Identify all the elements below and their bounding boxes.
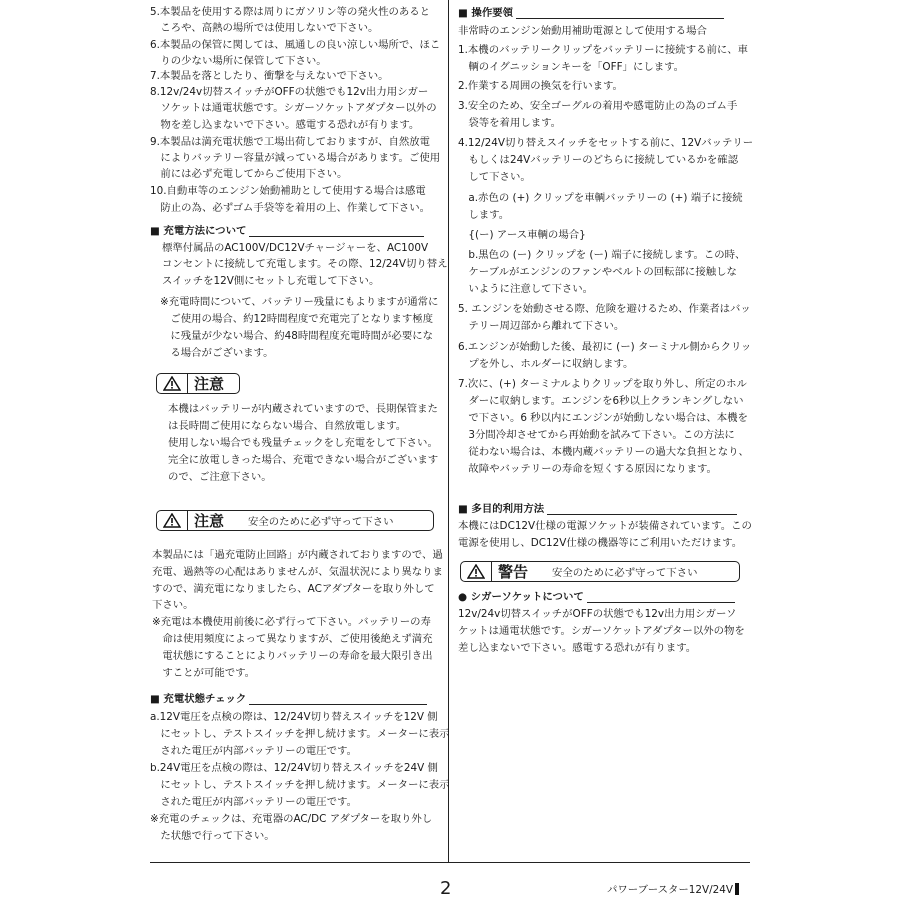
caution-safety-box [156, 510, 434, 531]
body-line: 使用しない場合でも残量チェックをし充電をして下さい。 [168, 437, 438, 449]
heading-rule [516, 18, 724, 19]
body-line: 12v/24v切替スイッチがOFFの状態でも12v出力用シガーソ [458, 608, 737, 620]
step-line: ダーに収納します。エンジンを6秒以上クランキングしない [458, 395, 744, 407]
charge-check-heading [150, 693, 427, 706]
section-heading-text: ■ 多目的利用方法 [458, 503, 545, 515]
step-line: いように注意して下さい。 [458, 283, 594, 295]
multi-use-heading [458, 503, 737, 516]
body-line: にセットし、テストスイッチを押し続けます。メーターに表示 [150, 779, 450, 791]
step-line: して下さい。 [458, 171, 531, 183]
section-heading-text: ● シガーソケットについて [458, 591, 584, 603]
step-line: 2.作業する周囲の換気を行います。 [458, 80, 623, 92]
list-item: りの少ない場所に保管して下さい。 [150, 55, 327, 67]
operation-intro: 非常時のエンジン始動用補助電源として使用する場合 [458, 25, 707, 37]
body-line: 充電、過熱等の心配はありませんが、気温状況により異なりま [152, 566, 443, 578]
step-line: a.赤色の (+) クリップを車輌バッテリーの (+) 端子に接続 [458, 192, 743, 204]
note-line: 電状態にすることによりバッテリーの寿命を最大限引き出 [152, 650, 433, 662]
note-line: る場合がございます。 [160, 347, 274, 359]
charge-method-heading [150, 225, 424, 238]
operation-heading [458, 7, 724, 20]
step-line: 6.エンジンが始動した後、最初に (ー) ターミナル側からクリッ [458, 341, 752, 353]
caution-label: 注意 [194, 512, 225, 530]
section-heading-text: ■ 操作要領 [458, 7, 513, 19]
list-item: 5.本製品を使用する際は周りにガソリン等の発火性のあると [150, 6, 431, 18]
step-line: 7.次に、(+) ターミナルよりクリップを取り外し、所定のホル [458, 378, 747, 390]
list-item: 防止の為、必ずゴム手袋等を着用の上、作業して下さい。 [150, 202, 431, 214]
heading-rule [547, 514, 737, 515]
body-line: された電圧が内部バッテリーの電圧です。 [150, 796, 357, 808]
note-line: ※充電は本機使用前後に必ず行って下さい。バッテリーの寿 [152, 616, 431, 628]
note-line: た状態で行って下さい。 [150, 830, 275, 842]
heading-rule [249, 704, 427, 705]
footer-bar-mark [735, 883, 739, 895]
page-number: 2 [440, 878, 452, 899]
caution-label: 注意 [194, 375, 225, 393]
body-line: ケットは通電状態です。シガーソケットアダプター以外の物を [458, 625, 745, 637]
warning-label: 警告 [498, 563, 529, 581]
list-item: 前には必ず充電してからご使用下さい。 [150, 168, 348, 180]
step-line: します。 [458, 209, 510, 221]
body-line: b.24V電圧を点検の際は、12/24V切り替えスイッチを24V 側 [150, 762, 438, 774]
list-item: ソケットは通電状態です。シガーソケットアダプター以外の [150, 102, 437, 114]
body-line: 完全に放電しきった場合、充電できない場合がございます [168, 454, 439, 466]
step-line: テリー周辺部から離れて下さい。 [458, 320, 625, 332]
note-line: に残量が少ない場合、約48時間程度充電時間が必要にな [160, 330, 433, 342]
body-line: 本製品には「過充電防止回路」が内蔵されておりますので、過 [152, 549, 443, 561]
note-line: ※充電時間について、バッテリー残量にもよりますが通常に [160, 296, 439, 308]
step-line: プを外し、ホルダーに収納します。 [458, 358, 634, 370]
product-name: パワーブースター12V/24V [607, 884, 733, 896]
caution-label-box [156, 373, 240, 394]
safety-note: 安全のために必ず守って下さい [552, 567, 698, 579]
note-line: 命は使用頻度によって異なりますが、ご使用後絶えず満充 [152, 633, 433, 645]
body-line: は長時間ご使用にならない場合、自然放電します。 [168, 420, 407, 432]
cigar-socket-heading [458, 591, 735, 604]
list-item: によりバッテリー容量が減っている場合があります。ご使用 [150, 152, 441, 164]
step-line: 4.12/24V切り替えスイッチをセットする前に、12Vバッテリー [458, 137, 754, 149]
step-line: 従わない場合は、本機内蔵バッテリーの過大な負担となり、 [458, 446, 749, 458]
step-line: {(ー) アース車輌の場合} [458, 229, 586, 241]
list-item: 10.自動車等のエンジン始動補助として使用する場合は感電 [150, 185, 426, 197]
body-line: ので、ご注意下さい。 [168, 471, 272, 483]
step-line: 1.本機のバッテリークリップをバッテリーに接続する前に、車 [458, 44, 749, 56]
step-line: b.黒色の (ー) クリップを (ー) 端子に接続します。この時、 [458, 249, 746, 261]
body-line: 電源を使用し、DC12V仕様の機器等にご利用いただけます。 [458, 537, 743, 549]
body-line: 標準付属品のAC100V/DC12Vチャージャーを、AC100V [162, 242, 429, 254]
warning-triangle-icon [157, 511, 187, 530]
list-item: 6.本製品の保管に関しては、風通しの良い涼しい場所で、ほこ [150, 39, 441, 51]
body-line: にセットし、テストスイッチを押し続けます。メーターに表示 [150, 728, 450, 740]
step-line: 3.安全のため、安全ゴーグルの着用や感電防止の為のゴム手 [458, 100, 738, 112]
note-line: ※充電のチェックは、充電器のAC/DC アダプターを取り外し [150, 813, 433, 825]
list-item: 物を差し込まないで下さい。感電する恐れが有ります。 [150, 119, 420, 131]
product-footer [607, 881, 739, 896]
body-line: コンセントに接続して充電します。その際、12/24V切り替え [162, 258, 448, 270]
heading-rule [249, 236, 424, 237]
step-line: 輌のイグニッションキーを「OFF」にします。 [458, 61, 685, 73]
warning-triangle-icon [461, 562, 491, 581]
step-line: 5. エンジンを始動させる際、危険を避けるため、作業者はバッ [458, 303, 751, 315]
body-line: 下さい。 [152, 599, 194, 611]
list-item: 7.本製品を落としたり、衝撃を与えないで下さい。 [150, 70, 389, 82]
note-line: ご使用の場合、約12時間程度で充電完了となります極度 [160, 313, 433, 325]
step-line: 袋等を着用します。 [458, 117, 562, 129]
body-line: すので、満充電になりましたら、ACアダプターを取り外して [152, 583, 435, 595]
list-item: 9.本製品は満充電状態で工場出荷しておりますが、自然放電 [150, 136, 431, 148]
safety-note: 安全のために必ず守って下さい [248, 516, 394, 528]
section-heading-text: ■ 充電状態チェック [150, 693, 247, 705]
list-item: ころや、高熱の場所では使用しないで下さい。 [150, 22, 379, 34]
body-line: a.12V電圧を点検の際は、12/24V切り替えスイッチを12V 側 [150, 711, 438, 723]
footer-rule [150, 862, 750, 863]
body-line: 本機はバッテリーが内蔵されていますので、長期保管また [168, 403, 438, 415]
step-line: 故障やバッテリーの寿命を短くする原因になります。 [458, 463, 717, 475]
warning-safety-box [460, 561, 740, 582]
section-heading-text: ■ 充電方法について [150, 225, 247, 237]
step-line: もしくは24Vバッテリーのどちらに接続しているかを確認 [458, 154, 739, 166]
warning-triangle-icon [157, 374, 187, 393]
note-line: すことが可能です。 [152, 667, 256, 679]
body-line: スイッチを12V側にセットし充電して下さい。 [162, 275, 380, 287]
step-line: で下さい。6 秒以内にエンジンが始動しない場合は、本機を [458, 412, 748, 424]
body-line: 差し込まないで下さい。感電する恐れが有ります。 [458, 642, 697, 654]
step-line: ケーブルがエンジンのファンやベルトの回転部に接触しな [458, 266, 737, 278]
body-line: された電圧が内部バッテリーの電圧です。 [150, 745, 357, 757]
body-line: 本機にはDC12V仕様の電源ソケットが装備されています。この [458, 520, 752, 532]
heading-rule [587, 602, 735, 603]
list-item: 8.12v/24v切替スイッチがOFFの状態でも12v出力用シガー [150, 86, 429, 98]
step-line: 3分間冷却させてから再始動を試みて下さい。この方法に [458, 429, 735, 441]
